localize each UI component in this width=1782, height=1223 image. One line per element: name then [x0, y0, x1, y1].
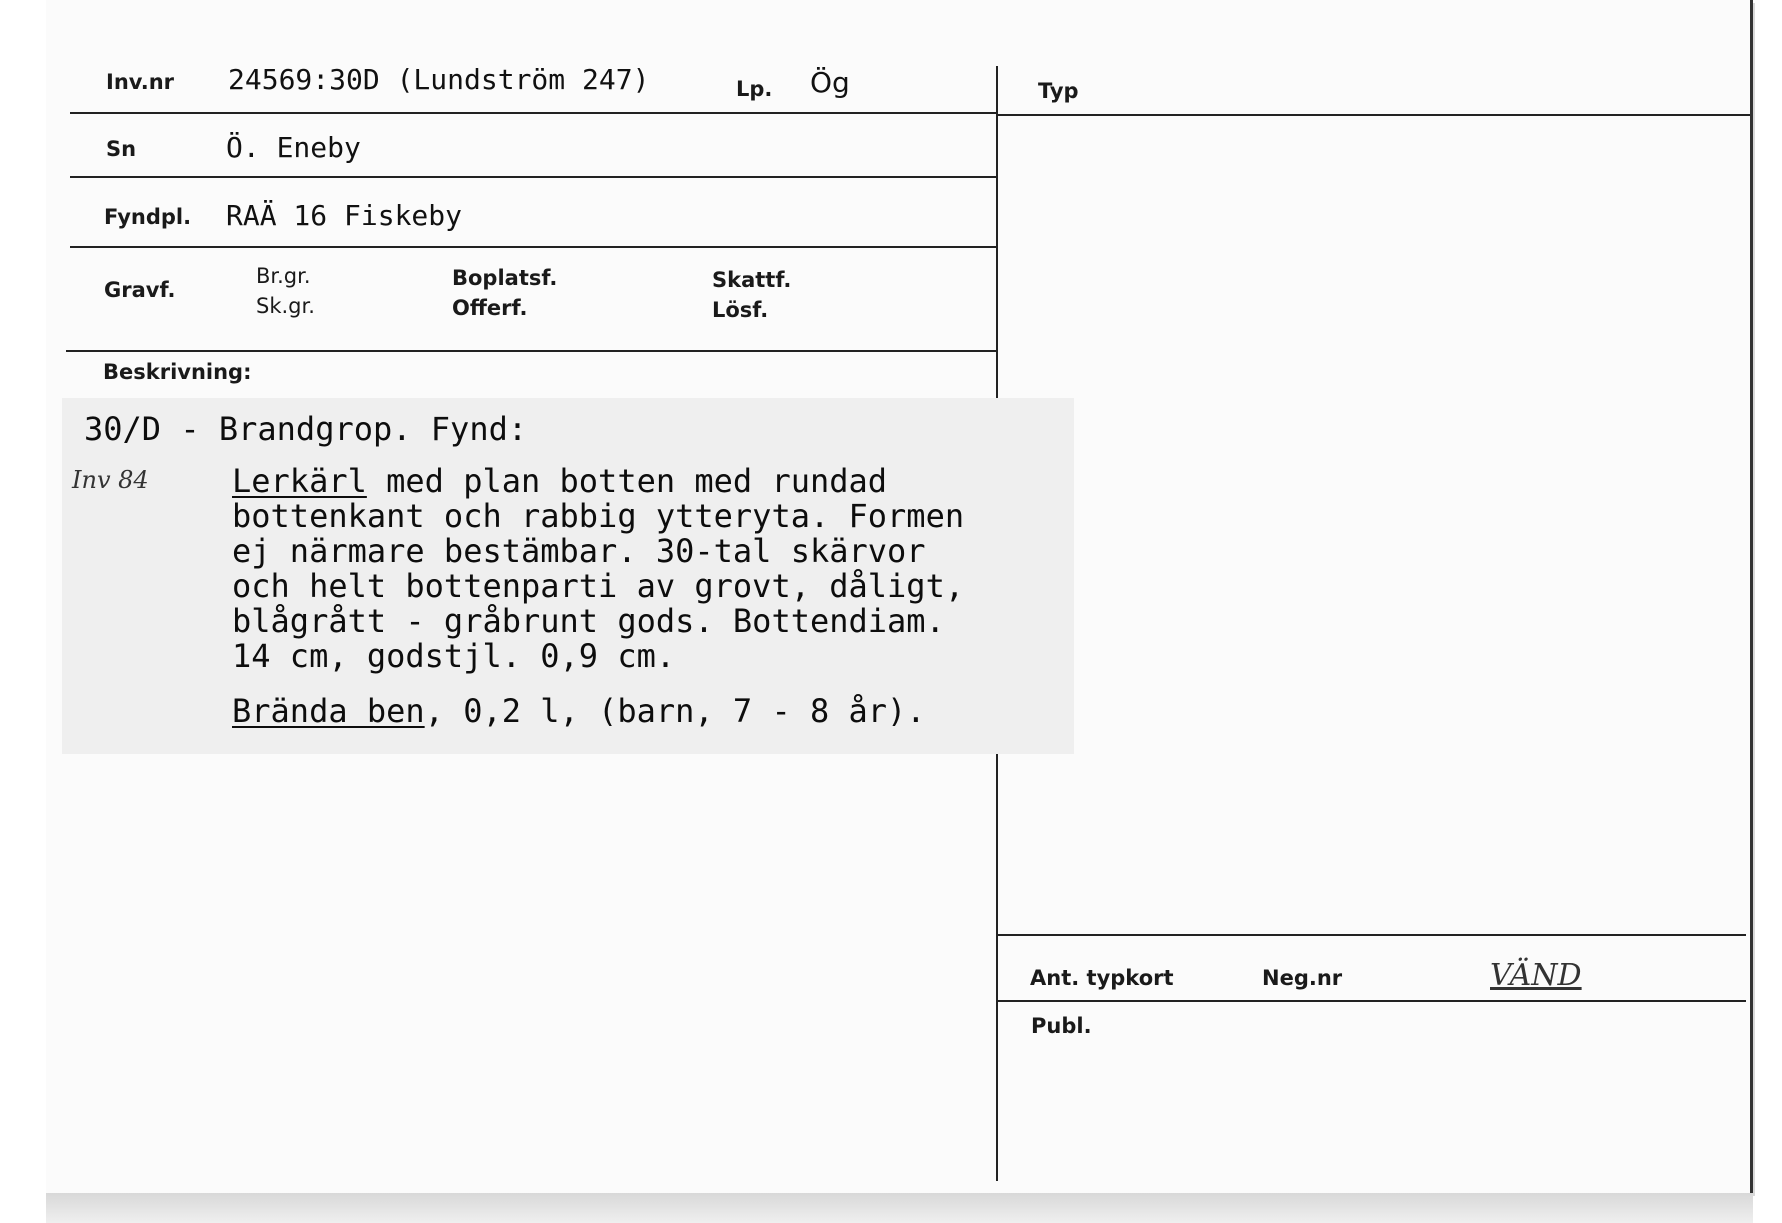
fyndpl-label: Fyndpl. [104, 205, 192, 229]
gravf-label: Gravf. [104, 278, 176, 302]
inv-nr-label: Inv.nr [106, 70, 175, 94]
boplatsf-label: Boplatsf. [452, 266, 558, 290]
offerf-label: Offerf. [452, 296, 528, 320]
divider-footer-mid [998, 1000, 1746, 1002]
fyndpl-value: RAÄ 16 Fiskeby [226, 199, 463, 232]
divider-footer-top [998, 934, 1746, 936]
typ-label: Typ [1038, 79, 1079, 103]
description-line-2: bottenkant och rabbig ytteryta. Formen [232, 497, 965, 535]
description-line-1 [232, 464, 887, 499]
divider-fyndpl [70, 246, 998, 248]
vand-note: VÄND [1490, 958, 1582, 993]
margin-note: Inv 84 [72, 466, 149, 494]
sn-label: Sn [106, 137, 137, 161]
lp-value: Ög [810, 66, 850, 99]
description-line-4: och helt bottenparti av grovt, dåligt, [232, 567, 965, 605]
description-line-1-rest: med plan botten med rundad [366, 462, 888, 500]
inv-nr-value: 24569:30D (Lundström 247) [228, 63, 650, 96]
losf-label: Lösf. [712, 298, 769, 322]
description-line-5: blågrått - gråbrunt gods. Bottendiam. [232, 602, 945, 640]
lerkarl-term: Lerkärl [232, 462, 367, 500]
description-line-6: 14 cm, godstjl. 0,9 cm. [232, 637, 676, 675]
publ-label: Publ. [1031, 1014, 1092, 1038]
description-bones [232, 694, 926, 729]
lp-label: Lp. [736, 77, 773, 101]
brenda-ben-term: Brända ben [232, 692, 425, 730]
description-line-3: ej närmare bestämbar. 30-tal skärvor [232, 532, 926, 570]
divider-invnr [70, 112, 998, 114]
description-bones-rest: , 0,2 l, (barn, 7 - 8 år). [424, 692, 926, 730]
beskrivning-label: Beskrivning: [103, 360, 252, 384]
sn-value: Ö. Eneby [226, 131, 361, 164]
ant-typkort-label: Ant. typkort [1030, 966, 1174, 990]
divider-typ [998, 114, 1750, 116]
divider-sn [70, 176, 998, 178]
brgr-label: Br.gr. [256, 264, 311, 288]
description-heading: 30/D - Brandgrop. Fynd: [84, 410, 528, 448]
card-edge-shadow [46, 1193, 1753, 1223]
skattf-label: Skattf. [712, 268, 792, 292]
divider-gravf [66, 350, 998, 352]
neg-nr-label: Neg.nr [1262, 966, 1343, 990]
skgr-label: Sk.gr. [256, 294, 315, 318]
